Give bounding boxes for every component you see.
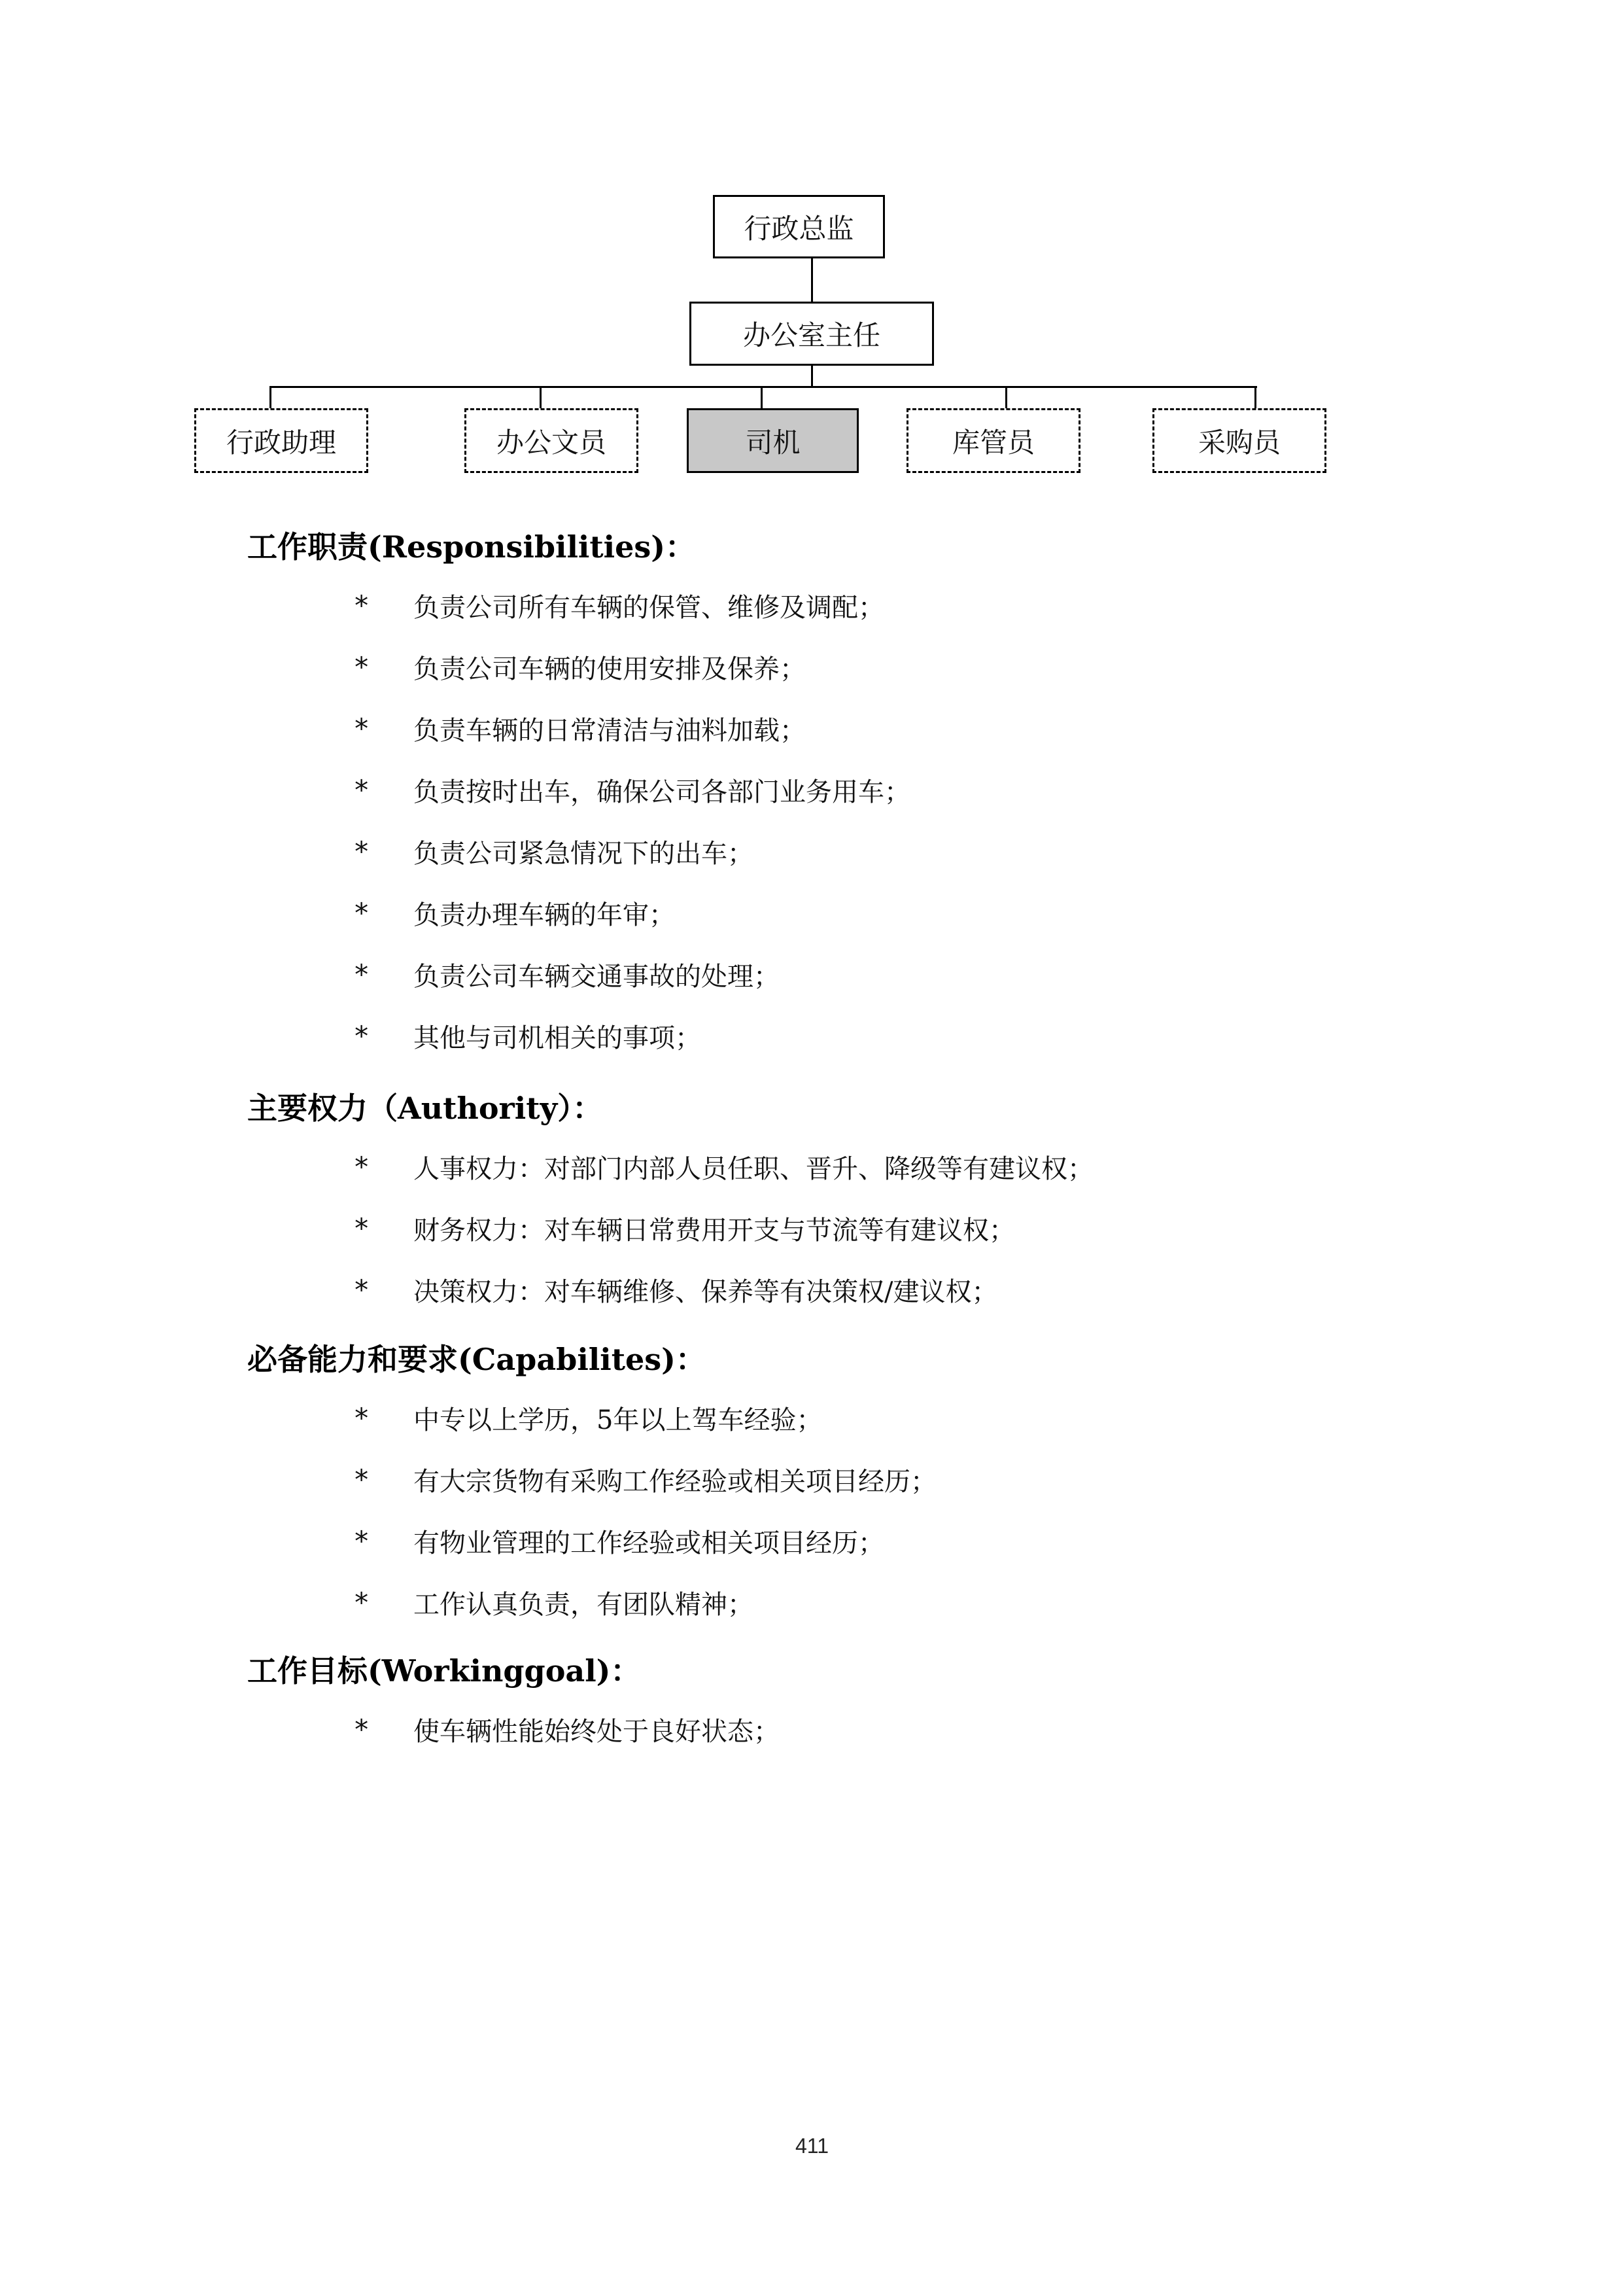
list-item-text: 负责公司车辆的使用安排及保养； (413, 654, 806, 684)
bullet-star: * (353, 1713, 370, 1745)
list-item (353, 759, 910, 820)
working-goal-list (353, 1698, 780, 1760)
list-item-text: 其他与司机相关的事项； (413, 1023, 701, 1053)
connector-middle-to-bus (811, 365, 813, 387)
list-item-text: 中专以上学历，5年以上驾车经验； (413, 1405, 823, 1435)
bullet-star: * (353, 712, 370, 745)
bullet-star: * (353, 1586, 370, 1619)
list-item (353, 636, 910, 697)
list-item-text: 负责公司所有车辆的保管、维修及调配； (413, 592, 884, 623)
bullet-star: * (353, 1212, 370, 1244)
list-item (353, 1698, 780, 1760)
list-item (353, 1136, 1094, 1197)
list-item-text: 财务权力：对车辆日常费用开支与节流等有建议权； (413, 1215, 1015, 1246)
org-node-child-5: 采购员 (1152, 408, 1326, 473)
list-item (353, 820, 910, 882)
list-item (353, 882, 910, 943)
capabilities-list (353, 1387, 937, 1633)
bullet-star: * (353, 1150, 370, 1183)
list-item-text: 工作认真负责，有团队精神； (413, 1589, 753, 1620)
list-item (353, 1005, 910, 1066)
authority-list (353, 1136, 1094, 1320)
bullet-star: * (353, 773, 370, 806)
org-node-child-3-highlighted: 司机 (687, 408, 859, 473)
list-item (353, 1387, 937, 1448)
list-item-text: 人事权力：对部门内部人员任职、晋升、降级等有建议权； (413, 1153, 1094, 1184)
connector-drop-2 (540, 386, 542, 410)
list-item-text: 有物业管理的工作经验或相关项目经历； (413, 1528, 884, 1558)
bullet-star: * (353, 589, 370, 622)
org-node-top: 行政总监 (713, 195, 885, 258)
responsibilities-list (353, 574, 910, 1066)
page-number: 411 (795, 2134, 829, 2158)
org-node-child-2: 办公文员 (464, 408, 638, 473)
section-heading-working-goal: 工作目标(Workinggoal)： (247, 1653, 641, 1689)
org-chart (0, 0, 1624, 497)
list-item (353, 697, 910, 759)
list-item (353, 1259, 1094, 1320)
bullet-star: * (353, 650, 370, 683)
connector-top-to-middle (811, 257, 813, 303)
list-item-text: 有大宗货物有采购工作经验或相关项目经历； (413, 1466, 937, 1497)
list-item-text: 负责车辆的日常清洁与油料加载； (413, 715, 806, 746)
list-item-text: 使车辆性能始终处于良好状态； (413, 1716, 780, 1747)
section-heading-capabilities: 必备能力和要求(Capabilites)： (247, 1342, 706, 1377)
list-item-text: 负责按时出车，确保公司各部门业务用车； (413, 777, 910, 807)
list-item-text: 负责办理车辆的年审； (413, 900, 675, 930)
list-item (353, 1571, 937, 1633)
list-item (353, 574, 910, 636)
bullet-star: * (353, 1463, 370, 1496)
section-heading-authority: 主要权力（Authority）： (247, 1091, 603, 1126)
connector-drop-1 (269, 386, 271, 410)
section-heading-responsibilities: 工作职责(Responsibilities)： (247, 529, 696, 565)
bullet-star: * (353, 1401, 370, 1434)
connector-drop-3 (761, 386, 763, 410)
connector-horizontal-bus (269, 386, 1257, 388)
list-item-text: 决策权力：对车辆维修、保养等有决策权/建议权； (413, 1276, 998, 1307)
bullet-star: * (353, 1524, 370, 1557)
bullet-star: * (353, 896, 370, 929)
list-item-text: 负责公司车辆交通事故的处理； (413, 961, 780, 992)
list-item (353, 1510, 937, 1571)
list-item (353, 943, 910, 1005)
org-node-child-1: 行政助理 (194, 408, 368, 473)
bullet-star: * (353, 835, 370, 867)
org-node-child-4: 库管员 (907, 408, 1080, 473)
list-item (353, 1197, 1094, 1259)
org-node-middle: 办公室主任 (689, 302, 934, 366)
connector-drop-5 (1254, 386, 1256, 410)
bullet-star: * (353, 1019, 370, 1052)
connector-drop-4 (1005, 386, 1007, 410)
bullet-star: * (353, 1273, 370, 1306)
list-item-text: 负责公司紧急情况下的出车； (413, 838, 753, 869)
bullet-star: * (353, 958, 370, 990)
list-item (353, 1448, 937, 1510)
